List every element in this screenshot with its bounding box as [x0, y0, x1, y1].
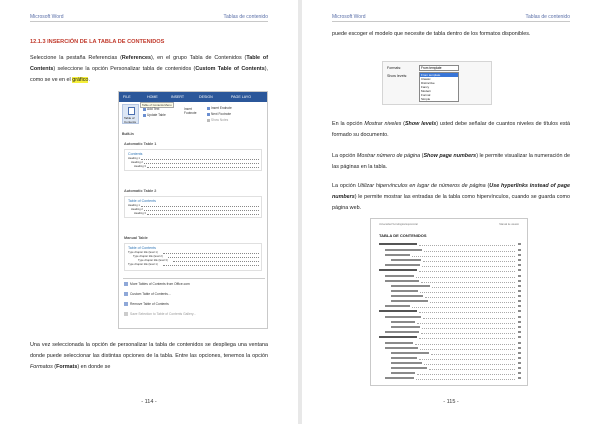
manual-table-title: Manual Table: [124, 236, 148, 240]
preview-toc-row: [379, 352, 521, 356]
row-text: [385, 342, 413, 344]
endnote-icon: [207, 107, 210, 110]
table-of-contents-button[interactable]: Table of Contents: [122, 104, 139, 124]
closing-paragraph: Una vez seleccionada la opción de personalizar la tabla de contenidos se despliega una ventana donde puede seleccionar las distintas opciones de la tabla. Entre las opciones, tenemos la opción Formatos (Formats) en donde se: [30, 342, 268, 370]
leader-dots: [419, 338, 515, 339]
show-notes-icon: [207, 119, 210, 122]
preview-toc-row: [379, 269, 521, 273]
row-text: [379, 310, 417, 312]
leader-dots: [168, 257, 259, 258]
formats-dialog-screenshot: [382, 61, 492, 105]
toc-preview-heading: Table of Contents: [128, 246, 156, 250]
row-text: [391, 285, 430, 287]
row-text: [391, 362, 422, 364]
add-text-button[interactable]: Add Text: [143, 107, 159, 111]
update-icon: [143, 114, 146, 117]
leader-dots: [141, 159, 259, 160]
preview-toc-row: [379, 326, 521, 330]
leader-dots: [423, 261, 515, 262]
row-page-number: [518, 310, 521, 312]
leader-dots: [163, 253, 259, 254]
leader-dots: [431, 354, 515, 355]
toc-preview-heading: Contents: [128, 152, 143, 156]
toc-preview-line: Heading 2: [131, 161, 143, 164]
toc-preview-line: Type chapter title (level 1): [128, 251, 158, 254]
leader-dots: [423, 318, 515, 319]
row-page-number: [518, 275, 521, 277]
preview-toc-row: [379, 310, 521, 314]
format-option[interactable]: Distinctive: [421, 81, 435, 85]
formats-dropdown-list: [419, 72, 459, 102]
row-page-number: [518, 264, 521, 266]
toc-preview-heading: Table of Contents: [128, 199, 156, 203]
page-header-right: Tablas de contenido: [525, 14, 570, 20]
show-page-numbers-paragraph: La opción Mostrar número de página (Show page numbers) le permite visualizar la numeración de las páginas en la tabla.: [332, 153, 570, 170]
row-text: [385, 347, 418, 349]
row-page-number: [518, 305, 521, 307]
row-text: [391, 372, 415, 374]
row-page-number: [518, 290, 521, 292]
leader-dots: [144, 210, 259, 211]
row-page-number: [518, 326, 521, 328]
leader-dots: [173, 261, 259, 262]
header-divider: [30, 21, 268, 22]
hyperlinks-paragraph: La opción Utilizar hipervínculos en lugar de números de página (Use hyperlinks instead of page numbers) le permite mostrar las entradas de la tabla como hipervínculos, cuando se guarda como página web.: [332, 183, 570, 211]
preview-toc-row: [379, 290, 521, 294]
tab-design[interactable]: DESIGN: [199, 95, 213, 99]
preview-toc-row: [379, 336, 521, 340]
preview-toc-row: [379, 280, 521, 284]
leader-dots: [419, 245, 515, 246]
row-text: [391, 367, 427, 369]
row-page-number: [518, 285, 521, 287]
preview-toc-row: [379, 249, 521, 253]
format-option[interactable]: Fancy: [421, 85, 430, 89]
format-option[interactable]: Simple: [421, 97, 431, 101]
formats-paragraph: puede escoger el modelo que necesite de tabla dentro de los formatos disponibles.: [332, 31, 531, 37]
ribbon-tab-bar: [119, 92, 268, 102]
next-footnote-button[interactable]: Next Footnote: [207, 112, 231, 116]
row-text: [391, 295, 423, 297]
leader-dots: [416, 277, 515, 278]
remove-toc-menu-item[interactable]: Remove Table of Contents: [124, 302, 169, 306]
update-table-button[interactable]: Update Table: [143, 113, 166, 117]
preview-toc-row: [379, 300, 521, 304]
row-text: [385, 377, 414, 379]
toc-tooltip: Table of Contents Menu: [142, 103, 172, 107]
leader-dots: [417, 374, 515, 375]
row-page-number: [518, 259, 521, 261]
manual-table-option[interactable]: [124, 243, 262, 271]
format-option[interactable]: Formal: [421, 93, 431, 97]
leader-dots: [147, 167, 259, 168]
row-page-number: [518, 367, 521, 369]
leader-dots: [420, 292, 515, 293]
leader-dots: [412, 256, 515, 257]
built-in-label: Built-In: [122, 132, 134, 136]
formats-label: Formats:: [387, 66, 402, 70]
row-text: [385, 331, 419, 333]
preview-toc-row: [379, 316, 521, 320]
leader-dots: [425, 297, 515, 298]
leader-dots: [422, 328, 515, 329]
preview-toc-row: [379, 321, 521, 325]
row-page-number: [518, 321, 521, 323]
save-icon: [124, 312, 128, 316]
row-page-number: [518, 347, 521, 349]
toc-preview-line: Heading 2: [131, 208, 143, 211]
preview-toc-row: [379, 295, 521, 299]
leader-dots: [144, 163, 259, 164]
preview-toc-row: [379, 305, 521, 309]
row-page-number: [518, 269, 521, 271]
preview-toc-row: [379, 331, 521, 335]
row-text: [391, 290, 418, 292]
row-page-number: [518, 336, 521, 338]
row-page-number: [518, 280, 521, 282]
row-page-number: [518, 295, 521, 297]
row-text: [379, 243, 417, 245]
row-text: [385, 264, 420, 266]
row-page-number: [518, 254, 521, 256]
toc-icon: [128, 107, 135, 115]
leader-dots: [419, 359, 515, 360]
row-text: [385, 275, 414, 277]
toc-menu-screenshot: [118, 91, 268, 329]
row-text: [385, 280, 419, 282]
format-option[interactable]: Classic: [421, 77, 431, 81]
leader-dots: [424, 251, 515, 252]
automatic-table-2-option[interactable]: [124, 196, 262, 218]
leader-dots: [424, 364, 515, 365]
row-page-number: [518, 243, 521, 245]
leader-dots: [412, 307, 515, 308]
row-page-number: [518, 316, 521, 318]
show-notes-button[interactable]: Show Notes: [207, 118, 228, 122]
leader-dots: [421, 282, 515, 283]
format-option[interactable]: Modern: [421, 89, 432, 93]
row-page-number: [518, 362, 521, 364]
preview-toc-row: [379, 362, 521, 366]
leader-dots: [141, 206, 259, 207]
preview-toc-row: [379, 342, 521, 346]
row-text: [391, 259, 421, 261]
preview-toc-row: [379, 264, 521, 268]
row-page-number: [518, 249, 521, 251]
show-levels-label: Show levels:: [387, 74, 408, 78]
save-selection-menu-item[interactable]: Save Selection to Table of Contents Gallery...: [124, 312, 196, 316]
row-page-number: [518, 352, 521, 354]
format-option[interactable]: From template: [420, 73, 458, 77]
leader-dots: [163, 265, 259, 266]
formats-select[interactable]: From template: [419, 65, 459, 71]
row-page-number: [518, 342, 521, 344]
tab-file[interactable]: FILE: [123, 95, 131, 99]
row-text: [385, 249, 422, 251]
next-footnote-icon: [207, 113, 210, 116]
row-text: [391, 352, 429, 354]
show-levels-paragraph: En la opción Mostrar niveles (Show levels) usted debe señalar de cuantos niveles de títulos está formado su documento.: [332, 121, 571, 138]
intro-paragraph: Seleccione la pestaña Referencias (References), en el grupo Tabla de Contenidos (Table of Contents) seleccione la opción Personalizar tabla de contenidos (Custom Table of Contents), como se ve en el gráfico.: [30, 55, 269, 83]
menu-separator: [123, 278, 265, 279]
row-text: [385, 254, 410, 256]
leader-dots: [417, 323, 515, 324]
toc-preview-line: Type chapter title (level 2): [133, 255, 163, 258]
preview-toc-row: [379, 285, 521, 289]
preview-toc-row: [379, 372, 521, 376]
custom-toc-menu-item[interactable]: Custom Table of Contents...: [124, 292, 171, 296]
preview-toc-row: [379, 377, 521, 381]
preview-toc-row: [379, 275, 521, 279]
highlighted-word: gráfico: [72, 77, 89, 83]
preview-title: TABLA DE CONTENIDOS: [379, 233, 427, 238]
preview-toc-row: [379, 259, 521, 263]
tab-home[interactable]: HOME: [147, 95, 158, 99]
row-text: [391, 321, 415, 323]
toc-preview-line: Heading 3: [134, 212, 146, 215]
remove-icon: [124, 302, 128, 306]
page-header-left: Microsoft Word: [332, 14, 366, 20]
row-page-number: [518, 357, 521, 359]
section-title: 12.1.3 INSERCIÓN DE LA TABLA DE CONTENIDOS: [30, 39, 165, 45]
preview-header-right: Manual de usuario: [499, 223, 519, 226]
preview-toc-row: [379, 367, 521, 371]
preview-toc-row: [379, 254, 521, 258]
row-page-number: [518, 377, 521, 379]
preview-toc-row: [379, 357, 521, 361]
insert-footnote-button[interactable]: Insert Footnote: [184, 107, 197, 115]
leader-dots: [419, 312, 515, 313]
leader-dots: [416, 379, 515, 380]
row-text: [379, 336, 417, 338]
toc-preview-line: Type chapter title (level 1): [128, 263, 158, 266]
leader-dots: [147, 214, 259, 215]
leader-dots: [415, 344, 515, 345]
preview-toc-row: [379, 243, 521, 247]
leader-dots: [422, 266, 515, 267]
row-text: [379, 269, 417, 271]
office-icon: [124, 282, 128, 286]
row-text: [385, 316, 421, 318]
toc-document-preview: [370, 218, 528, 386]
toc-preview-line: Heading 3: [134, 165, 146, 168]
toc-preview-line: Heading 1: [128, 157, 140, 160]
row-text: [385, 305, 410, 307]
row-text: [391, 357, 417, 359]
leader-dots: [432, 287, 515, 288]
right-page: [302, 0, 600, 424]
toc-preview-line: Type chapter title (level 3): [138, 259, 168, 262]
custom-toc-icon: [124, 292, 128, 296]
leader-dots: [429, 369, 515, 370]
automatic-table-2-title: Automatic Table 2: [124, 189, 157, 193]
preview-header-left: Universidad Tecnológica Equinoccial: [379, 223, 418, 226]
left-page: [0, 0, 298, 424]
tab-insert[interactable]: INSERT: [171, 95, 185, 99]
leader-dots: [419, 271, 515, 272]
automatic-table-1-option[interactable]: [124, 149, 262, 171]
row-page-number: [518, 300, 521, 302]
leader-dots: [420, 349, 515, 350]
automatic-table-1-title: Automatic Table 1: [124, 142, 157, 146]
add-text-icon: [143, 108, 146, 111]
preview-toc-row: [379, 347, 521, 351]
row-page-number: [518, 372, 521, 374]
leader-dots: [421, 333, 515, 334]
page-header-left: Microsoft Word: [30, 14, 64, 20]
row-text: [391, 300, 428, 302]
page-number: - 115 -: [443, 399, 459, 405]
tab-page-layout[interactable]: PAGE LAYO: [231, 95, 252, 99]
row-text: [391, 326, 420, 328]
page-header-right: Tablas de contenido: [223, 14, 268, 20]
insert-endnote-button[interactable]: Insert Endnote: [207, 106, 232, 110]
header-divider: [332, 21, 570, 22]
page-number: - 114 -: [141, 399, 157, 405]
leader-dots: [430, 302, 515, 303]
row-page-number: [518, 331, 521, 333]
toc-preview-line: Heading 1: [128, 204, 140, 207]
more-tables-menu-item[interactable]: More Tables of Contents from Office.com: [124, 282, 190, 286]
